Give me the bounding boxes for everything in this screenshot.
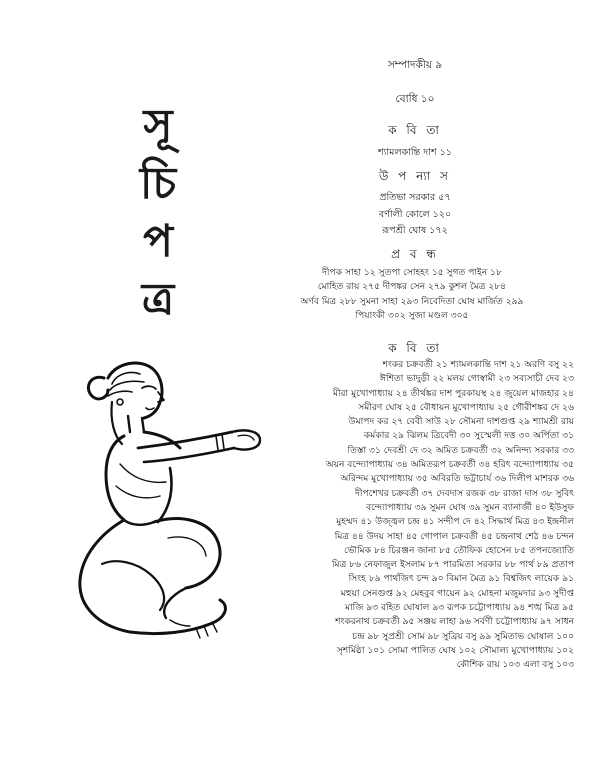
seated-woman-illustration <box>20 344 270 654</box>
essay-line: পিয়াংকী ৩০২ সুজা মণ্ডল ৩০৫ <box>355 310 469 321</box>
page-title <box>128 100 188 336</box>
poetry-line: মিত্র ৪৪ উদয় সাহা ৪৫ গোপাল চক্রবর্তী ৪৫ চন্দ্রনাথ শেঠ ৪৬ চন্দন <box>334 531 574 542</box>
poetry-line: দীপশেখর চক্রবর্তী ৩৭ দেবদাস রজক ৩৮ রাজা দাস ৩৮ সুবিৎ <box>355 488 574 499</box>
novel-entry: রূপশ্রী ঘোষ ১৭২ <box>382 225 448 236</box>
poetry-line: কৌশিক রায় ১০৩ এলা বসু ১০৩ <box>456 660 574 671</box>
poetry-line: চন্দ্র ৯৮ সুপ্রশ্রী সোম ৯৮ সুব্রিয় বসু ৯৯ সুমিতাভ ঘোষাল ১০০ <box>352 631 574 642</box>
poetry-line: শংকর চক্রবর্তী ২১ শ্যামলকান্তি দাশ ২১ অরণি বসু ২২ <box>382 360 574 370</box>
poetry-line: শংকরনাথ চক্রবর্তী ৯৫ সঞ্জয় লাহা ৯৬ সর্বণী চট্টোপাধ্যায় ৯৭ সাধন <box>335 617 574 628</box>
section-heading-essay: প্র ব ন্ধ <box>391 247 439 261</box>
title-letter: সূ <box>143 100 173 151</box>
title-letter: চি <box>139 158 177 209</box>
poetry-line: সৃশর্মিষ্ঠা ১০১ সোমা পালিত ঘোষ ১০২ সৌমাল্য মুখোপাধ্যায় ১০২ <box>336 645 574 656</box>
essay-line: অর্ণব মিত্র ২৮৮ সুমনা সাহা ২৯৩ নিবেদিতা ঘোষ মার্জিত ২৯৯ <box>300 296 524 307</box>
poetry-line: সমীরণ ঘোষ ২৫ বৌধায়ন মুখোপাধ্যায় ২৫ গৌরীশঙ্কর দে ২৬ <box>358 402 574 413</box>
poetry-list <box>262 358 574 673</box>
bodhi-entry: বোধি ১০ <box>395 93 435 105</box>
poetry-line: বন্দ্যোপাধ্যায় ৩৯ সুমন ঘোষ ৩৯ সুমন ব্যানার্জী ৪০ ইউসুফ <box>366 502 574 513</box>
poetry-line: কর্মকার ২৯ ঝিলম ত্রিবেদী ৩০ সুস্মেলী দত্ত ৩০ অর্পিতা ৩১ <box>363 431 574 442</box>
essay-line: মোহিত রায় ২৭৫ দীপঙ্কর সেন ২৭৯ কুশল মৈত্র ২৮৪ <box>317 282 507 293</box>
poetry-line: সিংহ ৮৯ পার্থজিৎ চন্দ ৯০ বিমান মৈত্র ৯১ বিশ্বজিৎ লায়েক ৯১ <box>348 574 574 585</box>
poetry-line: মহুয়া সেনগুপ্ত ৯২ মেহবুব গায়েন ৯২ মোহনা মজুমদার ৯৩ সুদীপ্ত <box>340 588 574 599</box>
poetry-line: মুহম্মদ ৪১ উজ্জ্বল চন্দ্র ৪১ সন্দীপ দে ৪২ সিদ্ধার্থ মিত্র ৪৩ ইন্দ্রনীল <box>336 517 574 528</box>
poetry-line: মীরা মুখোপাধ্যায় ২৪ তীর্থঙ্কর দাশ পুরকায়স্থ ২৪ জুয়েল মাজহার ২৪ <box>332 388 574 399</box>
poetry-line: তিস্তা ৩১ দেবশ্রী দে ৩২ অমিত চক্রবর্তী ৩২ অনিন্দ্য সরকার ৩৩ <box>347 445 574 456</box>
poetry-line: উমাপদ কর ২৭ বেবী সাউ ২৮ সৌমনা দাশগুপ্ত ২৯ শ্যামশ্রী রায় <box>348 417 574 428</box>
section-heading-poetry-2: ক বি তা <box>388 341 442 355</box>
essay-list <box>240 266 584 323</box>
essay-line: দীপক সাহা ১২ সুতপা সোহহং ১৫ সুগত পাইন ১৮ <box>322 268 502 278</box>
poetry-line: অয়ন বন্দ্যোপাধ্যায় ৩৪ অমিতরূপ চক্রবর্তী ৩৪ হরিৎ বন্দ্যোপাধ্যায় ৩৫ <box>325 460 574 471</box>
poetry-line: অরিন্দম মুখোপাধ্যায় ৩৫ অবিরতি ভট্টাচার্য ৩৬ দিলীপ মাশরক ৩৬ <box>340 474 574 485</box>
section-heading-novel: উ প ন্যা স <box>379 169 451 183</box>
poetry-line: মাজি ৯৩ রহিত ঘোষাল ৯৩ রূপক চট্টোপাধ্যায় ৯৪ শঙ্খ মিত্র ৯৫ <box>344 603 574 614</box>
title-letter: প <box>143 216 173 267</box>
poetry-line: ঈশিতা ভাদুড়ী ২২ মলয় গোস্বামী ২৩ সব্যসাচী দেব ২৩ <box>380 374 574 385</box>
section-heading-poetry: ক বি তা <box>388 123 442 137</box>
poetry-line: মিত্র ৮৬ নেফাজুল ইসলাম ৮৭ পারমিতা সরকার ৮৮ পার্থ ৮৯ প্রতাপ <box>331 560 574 571</box>
poetry-entry: শ্যামলকান্তি দাশ ১১ <box>378 147 452 158</box>
title-letter: ত্র <box>141 274 175 325</box>
editorial-entry: সম্পাদকীয় ৯ <box>387 59 443 71</box>
novel-entry: বর্ণালী কোলে ১২০ <box>378 209 452 220</box>
poetry-line: ভৌমিক ৮৪ চিরঞ্জন জানা ৮৫ তৌফিক হোসেন ৮৫ তপনজ্যোতি <box>344 545 574 556</box>
novel-entry: প্রতিভা সরকার ৫৭ <box>379 192 451 203</box>
